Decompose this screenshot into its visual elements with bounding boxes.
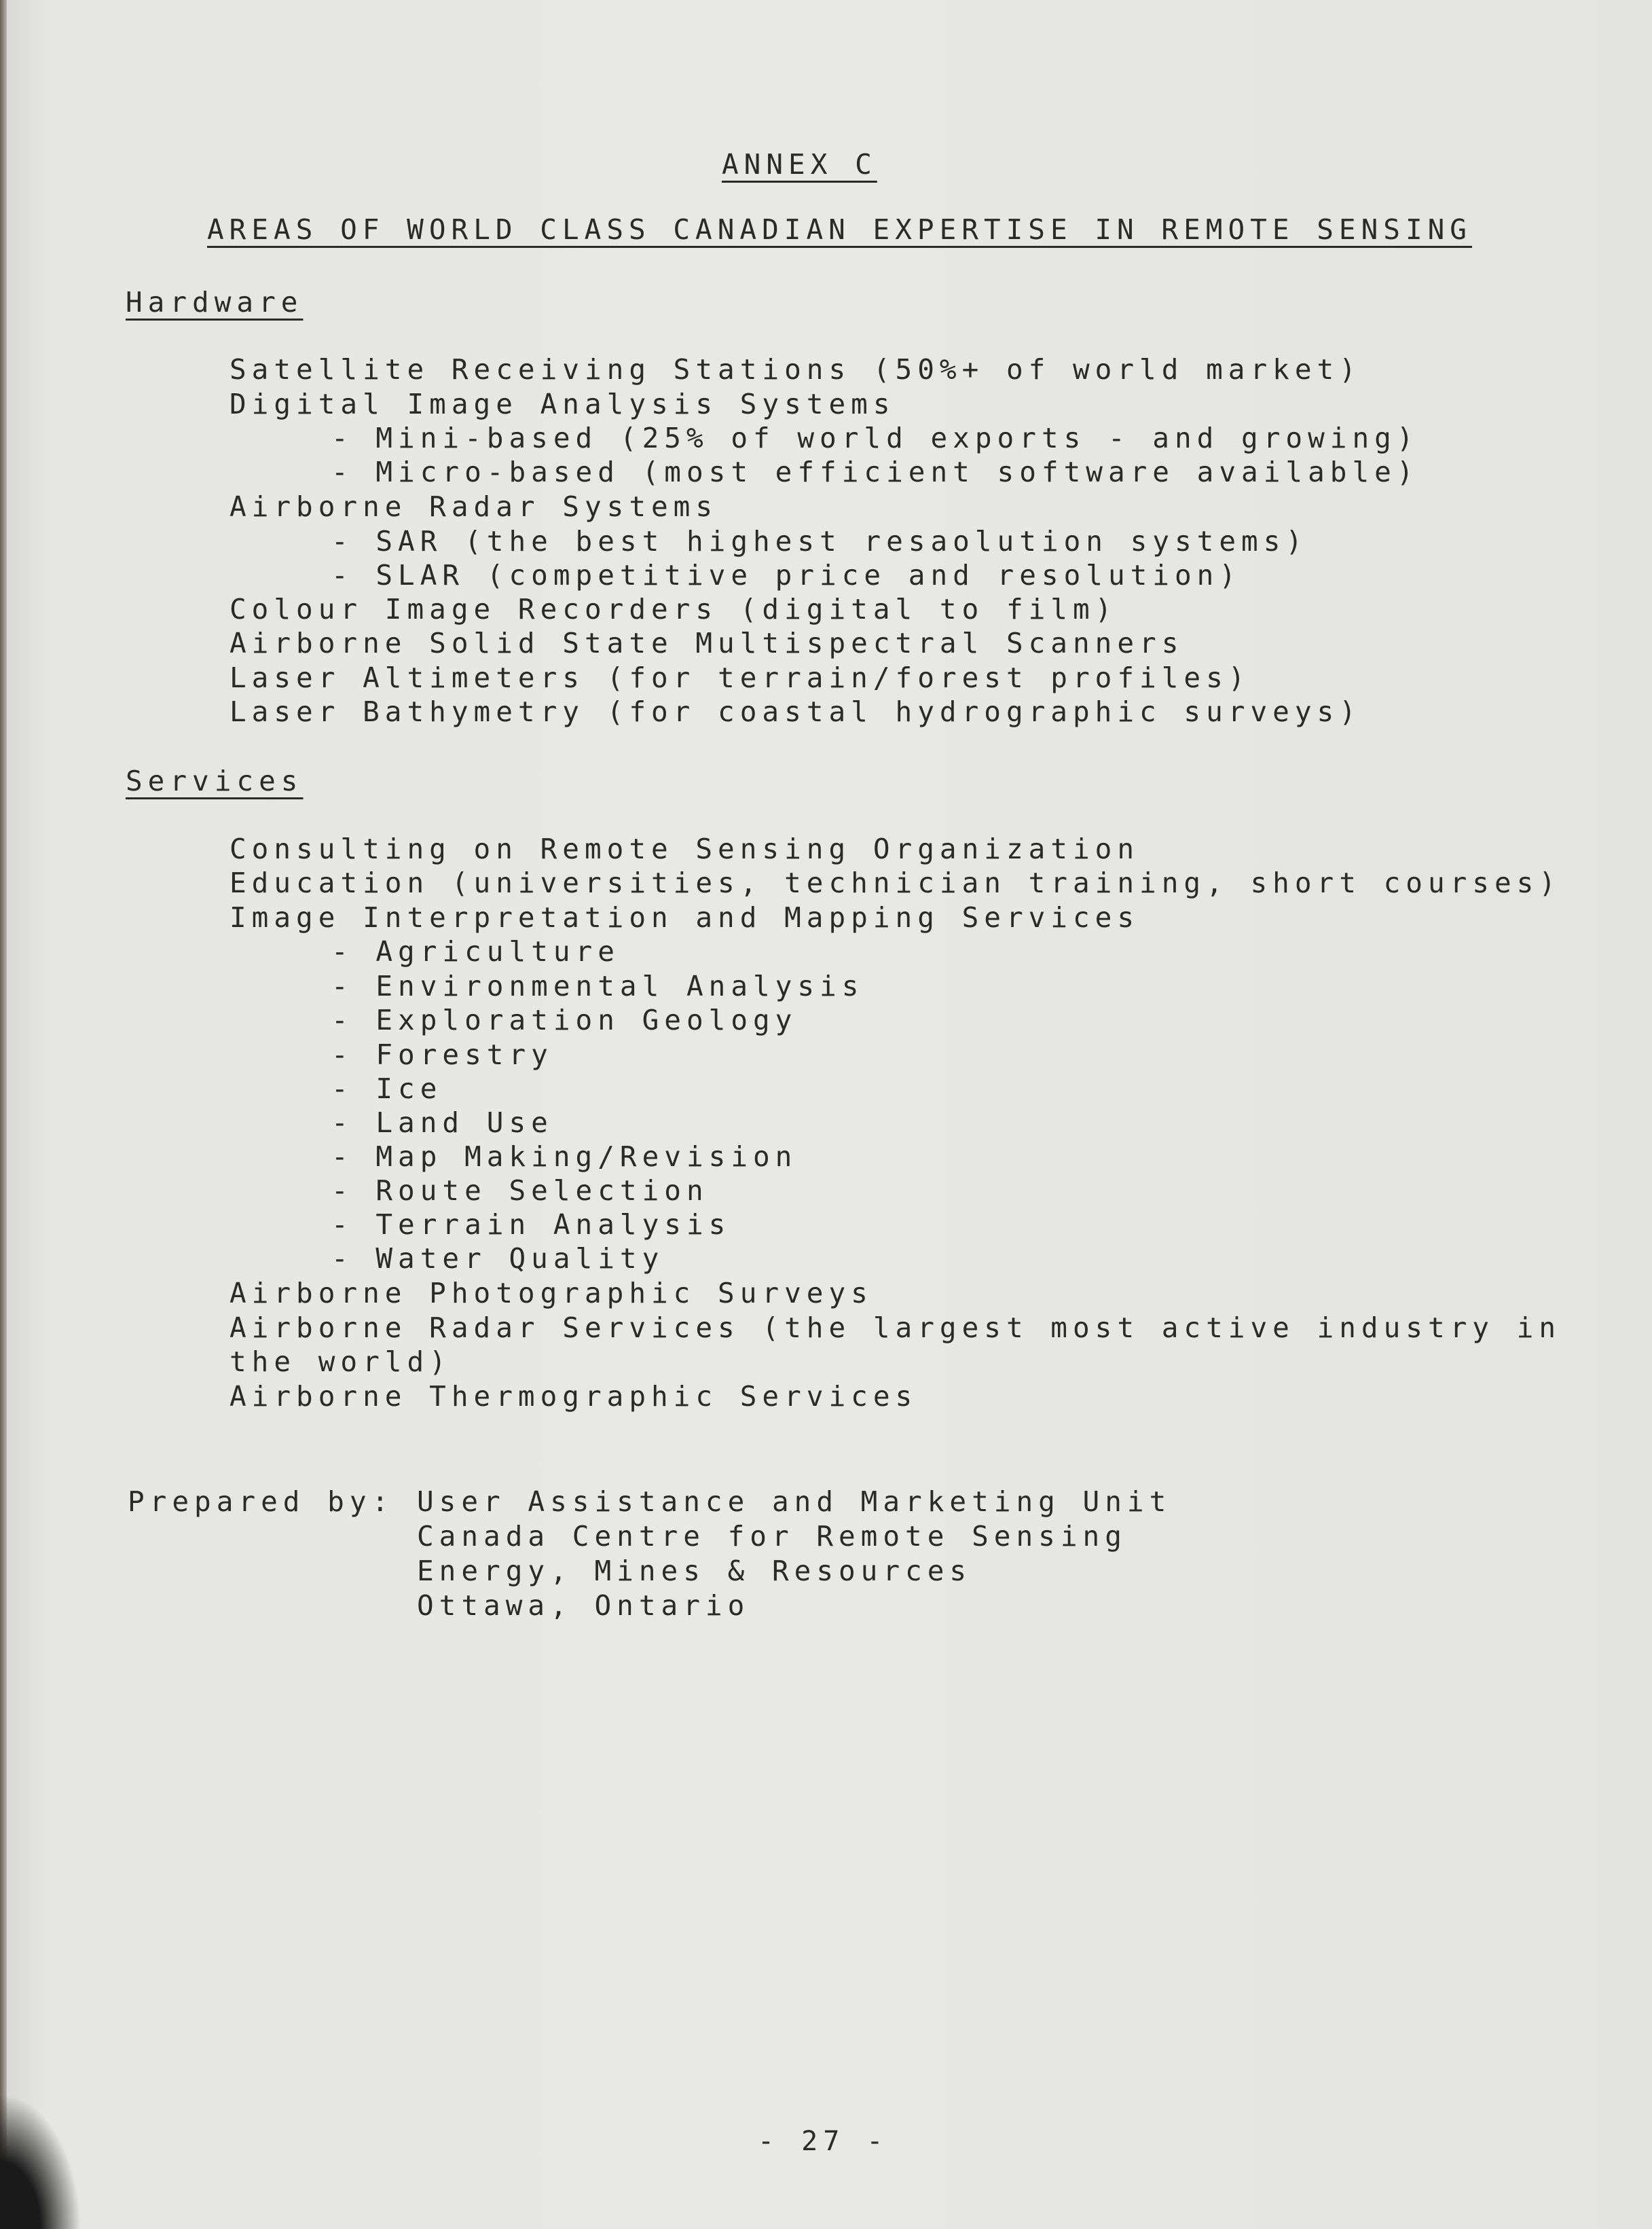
services-item: Airborne Radar Services (the largest most active industry in [230, 1311, 1562, 1344]
prepared-by-label: Prepared by: [128, 1485, 394, 1518]
hardware-item: Airborne Solid State Multispectral Scanners [230, 627, 1184, 659]
hardware-subitem: - SLAR (competitive price and resolution) [331, 559, 1242, 592]
services-subitem: - Ice [331, 1072, 443, 1105]
services-heading: Services [126, 765, 304, 797]
hardware-subitem: - Micro-based (most efficient software available) [331, 456, 1419, 488]
services-subitem: - Forestry [331, 1038, 553, 1071]
binding-edge [0, 0, 7, 2229]
services-subitem: - Route Selection [331, 1174, 709, 1207]
hardware-item: Airborne Radar Systems [230, 490, 718, 523]
page-number: - 27 - [758, 2126, 889, 2157]
annex-label: ANNEX C [722, 148, 877, 181]
services-item: Consulting on Remote Sensing Organization [230, 833, 1140, 865]
prepared-by-line: Energy, Mines & Resources [417, 1555, 972, 1587]
hardware-item: Satellite Receiving Stations (50%+ of world market) [230, 353, 1361, 386]
prepared-by-line: Ottawa, Ontario [417, 1589, 750, 1622]
services-item: Education (universities, technician training, short courses) [230, 867, 1562, 899]
services-subitem: - Map Making/Revision [331, 1140, 798, 1173]
services-item: Airborne Thermographic Services [230, 1380, 918, 1413]
hardware-item: Laser Altimeters (for terrain/forest profiles) [230, 662, 1251, 694]
hardware-subitem: - SAR (the best highest resaolution systems) [331, 525, 1308, 558]
services-subitem: - Land Use [331, 1106, 553, 1139]
services-subitem: - Water Quality [331, 1242, 665, 1275]
prepared-by-line: User Assistance and Marketing Unit [417, 1485, 1172, 1518]
services-subitem: - Agriculture [331, 935, 620, 968]
hardware-heading: Hardware [126, 286, 304, 319]
hardware-subitem: - Mini-based (25% of world exports - and growing) [331, 422, 1419, 454]
services-item-continuation: the world) [230, 1345, 452, 1378]
services-subitem: - Terrain Analysis [331, 1208, 731, 1241]
services-item: Airborne Photographic Surveys [230, 1277, 873, 1309]
hardware-item: Digital Image Analysis Systems [230, 388, 896, 420]
services-subitem: - Environmental Analysis [331, 970, 864, 1002]
page-title: AREAS OF WORLD CLASS CANADIAN EXPERTISE IN REMOTE SENSING [207, 213, 1472, 246]
services-item: Image Interpretation and Mapping Services [230, 901, 1140, 934]
page-corner-shadow [0, 2093, 81, 2229]
prepared-by-line: Canada Centre for Remote Sensing [417, 1520, 1127, 1553]
hardware-item: Laser Bathymetry (for coastal hydrographic surveys) [230, 695, 1361, 728]
services-subitem: - Exploration Geology [331, 1004, 798, 1036]
hardware-item: Colour Image Recorders (digital to film) [230, 593, 1118, 626]
